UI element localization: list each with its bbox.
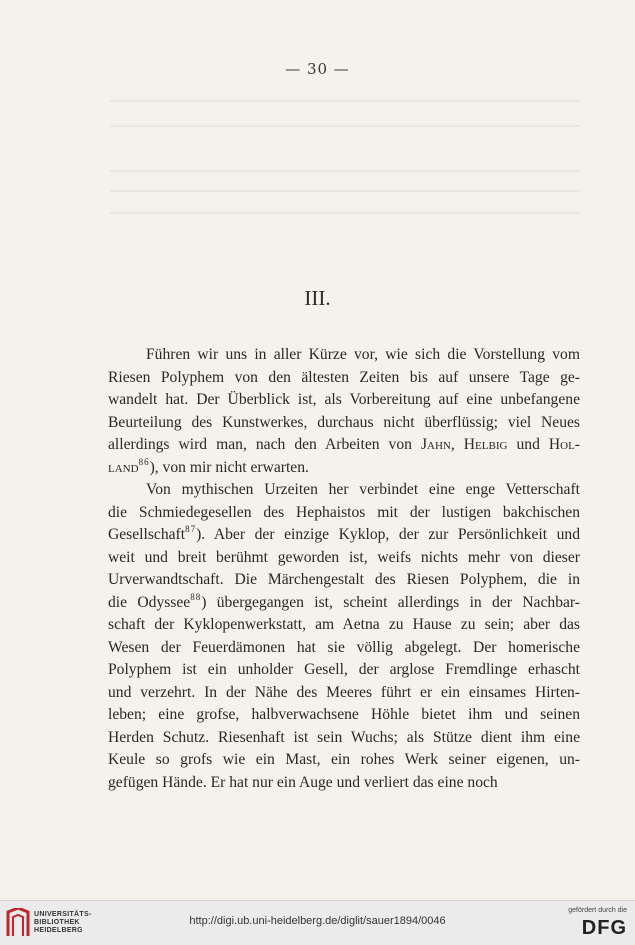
bleed-through-shadow: [110, 100, 580, 102]
text-line: [108, 547, 580, 570]
text-run: ). Aber der einzige Kyklop, der zur Persönlichkeit und: [196, 526, 580, 543]
text-run: die Schmiedegesellen des Hephaistos mit der lustigen bakchischen: [108, 503, 580, 521]
text-run: Beurteilung des Kunstwerkes, durchaus nicht überflüssig; viel Neues: [108, 413, 580, 431]
text-line: [108, 749, 580, 772]
footnote-ref: 86: [138, 456, 150, 467]
text-line: [108, 727, 580, 750]
text-line: [108, 772, 580, 795]
text-line: [108, 704, 580, 727]
text-run: Keule so grofs wie ein Mast, ein rohes Werk seiner eigenen, un-: [108, 751, 580, 768]
text-run: Helbig: [463, 436, 508, 453]
text-line: [108, 502, 580, 525]
text-line: [108, 682, 580, 705]
text-run: Herden Schutz. Riesenhaft ist sein Wuchs; als Stütze dient ihm eine: [108, 728, 580, 746]
chapter-heading: III.: [304, 286, 331, 310]
text-run: ,: [450, 436, 464, 453]
viewer-footer: [0, 900, 635, 945]
sponsor-note: gefördert durch die: [568, 907, 627, 914]
text-run: land: [108, 458, 139, 476]
text-line: [108, 637, 580, 660]
text-run: wandelt hat. Der Überblick ist, als Vorbereitung auf eine unbefangene: [108, 391, 580, 408]
text-line: [108, 569, 580, 592]
text-line: [108, 659, 580, 682]
text-line: [108, 389, 580, 412]
library-name: UNIVERSITÄTS- BIBLIOTHEK HEIDELBERG: [34, 911, 92, 934]
text-line: [108, 367, 580, 390]
text-run: ), von mir nicht erwarten.: [149, 458, 309, 476]
text-run: Hol-: [548, 436, 580, 453]
text-run: und: [507, 436, 549, 453]
text-run: Gesellschaft: [108, 526, 186, 543]
text-line: [108, 344, 580, 367]
bleed-through-shadow: [110, 170, 580, 172]
footnote-ref: 88: [190, 591, 202, 602]
text-run: leben; eine grofse, halbverwachsene Höhle bietet ihm und seinen: [108, 706, 580, 723]
bleed-through-shadow: [110, 190, 580, 192]
text-run: Jahn: [420, 436, 451, 453]
footnote-ref: 87: [185, 524, 197, 534]
text-line: [108, 457, 580, 480]
text-run: Polyphem ist ein unholder Gesell, der arglose Fremdlinge erhascht: [108, 661, 580, 678]
text-line: [108, 434, 580, 457]
text-run: allerdings wird man, nach den Arbeiten von: [108, 436, 421, 453]
text-run: die Odyssee: [108, 593, 191, 611]
text-run: und verzehrt. In der Nähe des Meeres führt er ein einsames Hirten-: [108, 683, 580, 701]
body-text: [108, 344, 580, 794]
text-line: [108, 412, 580, 435]
text-run: Riesen Polyphem von den ältesten Zeiten bis auf unsere Tage ge-: [108, 368, 580, 386]
text-run: Wesen der Feuerdämonen hat sie völlig abgelegt. Der homerische: [108, 638, 580, 656]
text-run: weit und breit berühmt geworden ist, weifs nichts mehr von dieser: [108, 548, 580, 566]
dfg-logo: DFG: [581, 917, 627, 939]
text-run: Urverwandtschaft. Die Märchengestalt des Riesen Polyphem, die in: [108, 571, 580, 588]
document-url-link[interactable]: http://digi.ub.uni-heidelberg.de/diglit/sauer1894/0046: [189, 915, 446, 927]
text-line: [108, 524, 580, 547]
bleed-through-shadow: [110, 212, 580, 214]
text-run: ) übergegangen ist, scheint allerdings in der Nachbar-: [201, 593, 580, 611]
bleed-through-shadow: [110, 125, 580, 127]
text-line: [108, 592, 580, 615]
text-run: Von mythischen Urzeiten her verbindet eine enge Vetterschaft: [146, 481, 580, 498]
page-number: — 30 —: [285, 60, 350, 78]
text-run: gefügen Hände. Er hat nur ein Auge und verliert das eine noch: [108, 773, 498, 791]
text-run: Führen wir uns in aller Kürze vor, wie sich die Vorstellung vom: [146, 346, 580, 363]
text-run: schaft der Kyklopenwerkstatt, am Aetna zu Hause zu sein; aber das: [108, 616, 580, 633]
text-line: [108, 479, 580, 502]
text-line: [108, 614, 580, 637]
